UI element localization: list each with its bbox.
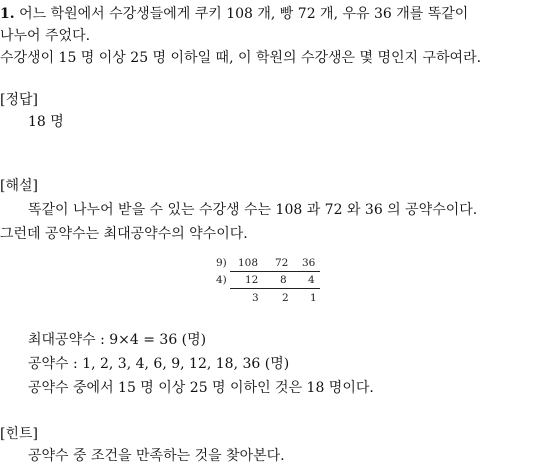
division-r2-c2: 8 — [280, 274, 287, 286]
problem-line-3: 수강생이 15 명 이상 25 명 이하일 때, 이 학원의 수강생은 몇 명인지 구하여라. — [0, 50, 482, 66]
answer-value: 18 명 — [28, 114, 64, 130]
division-r3-c2: 2 — [282, 292, 289, 304]
explanation-header: [해설] — [0, 178, 38, 194]
problem-line-2: 나누어 주었다. — [0, 28, 91, 44]
division-rule-2 — [230, 288, 320, 289]
problem-number: 1. — [0, 6, 15, 22]
division-ladder — [216, 254, 324, 306]
division-r1-c2: 72 — [275, 257, 289, 269]
division-r2-c1: 12 — [245, 274, 259, 286]
division-r2-c3: 4 — [308, 274, 315, 286]
problem-line-1 — [0, 4, 468, 24]
explanation-line-1: 똑같이 나누어 받을 수 있는 수강생 수는 108 과 72 와 36 의 공약수이다. — [28, 202, 478, 218]
answer-header: [정답] — [0, 92, 38, 108]
hint-header: [힌트] — [0, 426, 38, 442]
divisor-1: 9) — [216, 257, 227, 269]
division-r1-c3: 36 — [302, 257, 316, 269]
hint-text: 공약수 중 조건을 만족하는 것을 찾아본다. — [28, 448, 285, 464]
division-r1-c1: 108 — [238, 257, 259, 269]
divisor-2: 4) — [216, 274, 227, 286]
gcd-line: 최대공약수 : 9×4 = 36 (명) — [28, 332, 207, 348]
division-rule-1 — [230, 271, 320, 272]
explanation-line-2: 그런데 공약수는 최대공약수의 약수이다. — [0, 226, 248, 242]
divisors-line: 공약수 : 1, 2, 3, 4, 6, 9, 12, 18, 36 (명) — [28, 356, 290, 372]
division-r3-c3: 1 — [310, 292, 317, 304]
division-r3-c1: 3 — [252, 292, 259, 304]
problem-text-1: 어느 학원에서 수강생들에게 쿠키 108 개, 빵 72 개, 우유 36 개를 똑같이 — [19, 6, 469, 22]
conclusion-line: 공약수 중에서 15 명 이상 25 명 이하인 것은 18 명이다. — [28, 380, 374, 396]
